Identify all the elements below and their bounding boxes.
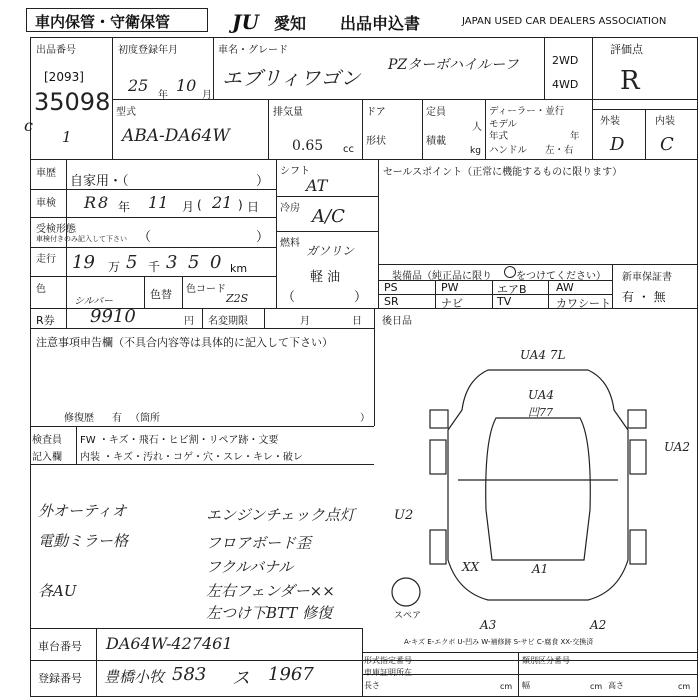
dealer-line4-opts: 左・右 [545, 145, 574, 156]
diagram-label-spare: スペア [394, 611, 422, 621]
lot-number: 35098 [34, 88, 111, 116]
lot-mark-1: c [24, 116, 33, 135]
remark-right-3: 左右フェンダー×× [206, 582, 335, 600]
color-code-value: Z2S [226, 292, 249, 305]
remark-left-1: 電動ミラー格 [38, 532, 129, 550]
form-title: 出品申込書 [340, 14, 421, 33]
footer-cm1: cm [500, 682, 513, 691]
displacement-label: 排気量 [273, 107, 303, 118]
inspector-row-2: 内装 ・キズ・汚れ・コゲ・穴・スレ・キレ・破レ [80, 452, 303, 463]
car-diagram [378, 330, 696, 630]
sales-point-label: セールスポイント（正常に機能するものに限ります） [383, 167, 623, 178]
warranty-label: 新車保証書 [622, 272, 672, 283]
color-swap-label: 色替 [150, 288, 172, 301]
dealer-line1: ディーラー・並行 [489, 106, 565, 117]
storage-title-box [26, 8, 208, 32]
equipment-item-row2-1: ナビ [441, 297, 463, 310]
mileage-v4: 5 [188, 252, 200, 273]
fuel-diesel: 軽 油 [310, 270, 341, 285]
fuel-open: （ [282, 290, 296, 305]
diagram-label-ua2: UA2 [664, 440, 691, 454]
mileage-v2: 5 [126, 252, 138, 273]
footer-cm2: cm [590, 682, 603, 691]
registration-year-unit: 年 [158, 90, 168, 101]
car-left-wheel-rear [430, 530, 446, 564]
lot-mark-2: 1 [62, 128, 72, 146]
history-value: 自家用・（ [70, 174, 129, 189]
mileage-v3: 3 [166, 252, 178, 273]
chassis-label: 車台番号 [38, 640, 82, 653]
equipment-item-row1-1: PW [441, 281, 459, 294]
equipment-item-row1-3: AW [556, 281, 574, 294]
rating-value: R [620, 66, 640, 96]
footer-l3: 車庫証明所在 [364, 668, 412, 677]
equipment-item-row1-0: PS [384, 281, 398, 294]
diagram-label-77: 凹77 [528, 406, 553, 419]
doors-shape-label: 形状 [366, 136, 386, 147]
registration-month-unit: 月 [202, 90, 212, 101]
dealer-line4: ハンドル [489, 145, 528, 156]
inspector-label-2: 記入欄 [32, 452, 62, 463]
diagram-label-a2: A2 [590, 618, 607, 632]
plate-region: 豊橋小牧 [104, 668, 165, 686]
rating-ext-label: 外装 [600, 116, 620, 127]
registration-year: 25 [128, 76, 149, 95]
car-right-mirror [628, 410, 646, 428]
inspection-label: 車検 [36, 198, 56, 209]
r-ticket-unit: 円 [184, 316, 194, 327]
aircon-value: A/C [312, 206, 345, 227]
r-ticket-value: 9910 [90, 306, 136, 327]
remark-right-4: 左つけ下BTT 修復 [206, 604, 333, 622]
rear-seat-label: 後日品 [382, 316, 412, 327]
receipt-open: （ [138, 230, 152, 245]
remark-left-0: 外オーティオ [38, 502, 127, 520]
color-label: 色 [36, 284, 46, 295]
diagram-label-a1: A1 [532, 562, 549, 576]
load-unit: kg [470, 146, 481, 156]
rating-int-label: 内装 [655, 116, 675, 127]
equipment-label: 装備品（純正品に限り [392, 271, 492, 282]
remark-right-1: フロアボード歪 [206, 534, 312, 552]
repair-label: 修復歴 [64, 413, 94, 424]
inspection-year-unit: 年 [118, 200, 131, 214]
equipment-circle [504, 266, 516, 278]
rating-label: 評価点 [610, 43, 643, 56]
diagram-label-xx: XX [462, 560, 480, 574]
logo-text: JU [232, 10, 259, 34]
receipt-close: ） [256, 230, 270, 245]
diagram-label-u2: U2 [394, 508, 414, 523]
registration-label: 初度登録年月 [118, 45, 178, 56]
car-outline-roof [486, 418, 591, 560]
aircon-label: 冷房 [280, 203, 300, 214]
footer-l1: 形式指定番号 [364, 656, 412, 665]
repair-close: ） [360, 413, 370, 424]
shift-label: シフト [280, 166, 310, 177]
plate-class: 583 [172, 664, 207, 685]
dealer-line2: モデル [489, 119, 518, 130]
name-change-day: 日 [352, 316, 362, 327]
r-ticket-label: R券 [36, 314, 55, 327]
inspection-year: 8 [98, 193, 109, 212]
repair-opt: 有 [112, 413, 122, 424]
color-value: シルバー [74, 296, 114, 307]
inspection-month: 11 [148, 193, 169, 212]
drive-4wd: 4WD [552, 78, 579, 91]
diagram-label-ua4: UA4 [528, 388, 555, 402]
inspection-day-unit: 日 [247, 200, 260, 214]
registration-month: 10 [176, 76, 197, 95]
plate-number: 1967 [268, 664, 314, 685]
mileage-v5: 0 [210, 252, 222, 273]
diagram-label-ua4-7l: UA4 7L [520, 348, 566, 362]
type-label: 型式 [116, 107, 136, 118]
fuel-close: ） [354, 290, 368, 305]
load-label: 積載 [426, 136, 446, 147]
footer-l2: 類別区分番号 [522, 656, 570, 665]
capacity-label: 定員 [426, 107, 446, 118]
inspection-era: R [84, 193, 97, 212]
fuel-label: 燃料 [280, 238, 300, 249]
history-label: 車歴 [36, 168, 56, 179]
shift-value: AT [306, 176, 328, 195]
inspection-day-open: ( [197, 198, 202, 212]
warranty-opts: 有 ・ 無 [622, 290, 666, 304]
equipment-item-row1-2: エアB [497, 283, 527, 296]
capacity-unit: 人 [472, 122, 482, 133]
name-change-label: 名変期限 [208, 316, 248, 327]
org-title: 愛知 [274, 14, 307, 33]
receipt-note: 車検付きのみ記入して下さい [36, 235, 127, 243]
remark-right-2: フクルバナル [206, 558, 294, 576]
doors-label: ドア [366, 107, 386, 118]
inspector-label-1: 検査員 [32, 435, 62, 446]
plate-kana: ス [232, 668, 250, 689]
lot-sub-number: [2093] [44, 70, 84, 84]
ju-logo [232, 10, 272, 32]
car-right-wheel-front [630, 440, 646, 474]
car-left-mirror [430, 410, 448, 428]
car-right-wheel-rear [630, 530, 646, 564]
dealer-line3: 年式 [489, 131, 509, 142]
diagram-label-a3: A3 [480, 618, 497, 632]
footer-cm3: cm [678, 682, 691, 691]
dealer-line3-unit: 年 [570, 131, 580, 142]
chassis-value: DA64W-427461 [106, 634, 233, 653]
mileage-unit: km [230, 262, 248, 275]
association-name: JAPAN USED CAR DEALERS ASSOCIATION [462, 16, 667, 27]
inspection-month-unit: 月 [182, 200, 195, 214]
displacement-unit: cc [343, 144, 354, 155]
diagram-legend: A-キズ E-エクボ U-凹み W-補修跡 S-サビ C-腐食 XX-交換済 [404, 638, 594, 646]
mileage-label: 走行 [36, 254, 56, 265]
mileage-u2: 千 [148, 260, 161, 274]
plate-label: 登録番号 [38, 672, 82, 685]
notes-label: 注意事項申告欄（不具合内容等は具体的に記入して下さい） [36, 336, 333, 349]
mileage-u1: 万 [108, 260, 121, 274]
equipment-label-tail: をつけてください） [516, 271, 606, 282]
color-code-label: 色コード [186, 284, 226, 295]
repair-tail: （箇所 [130, 413, 160, 424]
car-left-wheel-front [430, 440, 446, 474]
footer-l5: 幅 [522, 681, 530, 690]
footer-l4: 長さ [364, 681, 380, 690]
displacement-value: 0.65 [292, 138, 324, 154]
rating-ext-value: D [610, 134, 625, 155]
footer-l6: 高さ [608, 681, 624, 690]
fuel-value: ガソリン [306, 244, 355, 258]
car-spare-tire [392, 578, 420, 606]
inspection-day: 21 [212, 193, 233, 212]
model-name: エブリィワゴン [222, 66, 361, 90]
remark-left-2: 各AU [38, 582, 77, 600]
remark-right-0: エンジンチェック点灯 [206, 506, 355, 524]
inspection-day-close: ) [238, 198, 243, 212]
storage-title: 車内保管・守衛保管 [35, 13, 171, 31]
receipt-label: 受検形態 [36, 224, 76, 235]
equipment-item-row2-2: TV [497, 295, 512, 308]
drive-2wd: 2WD [552, 54, 579, 67]
inspector-row-1: FW ・キズ・飛石・ヒビ割・リペア跡・文要 [80, 435, 279, 446]
mileage-v1: 19 [72, 252, 95, 273]
name-change-month: 月 [300, 316, 310, 327]
equipment-item-row2-3: カワシート [556, 297, 611, 310]
lot-label: 出品番号 [36, 45, 76, 56]
history-close: ） [256, 174, 270, 189]
rating-int-value: C [660, 134, 674, 155]
model-label: 車名・グレード [218, 45, 288, 56]
type-value: ABA-DA64W [122, 126, 230, 146]
equipment-item-row2-0: SR [384, 295, 399, 308]
model-grade: PZターボハイルーフ [388, 57, 519, 73]
